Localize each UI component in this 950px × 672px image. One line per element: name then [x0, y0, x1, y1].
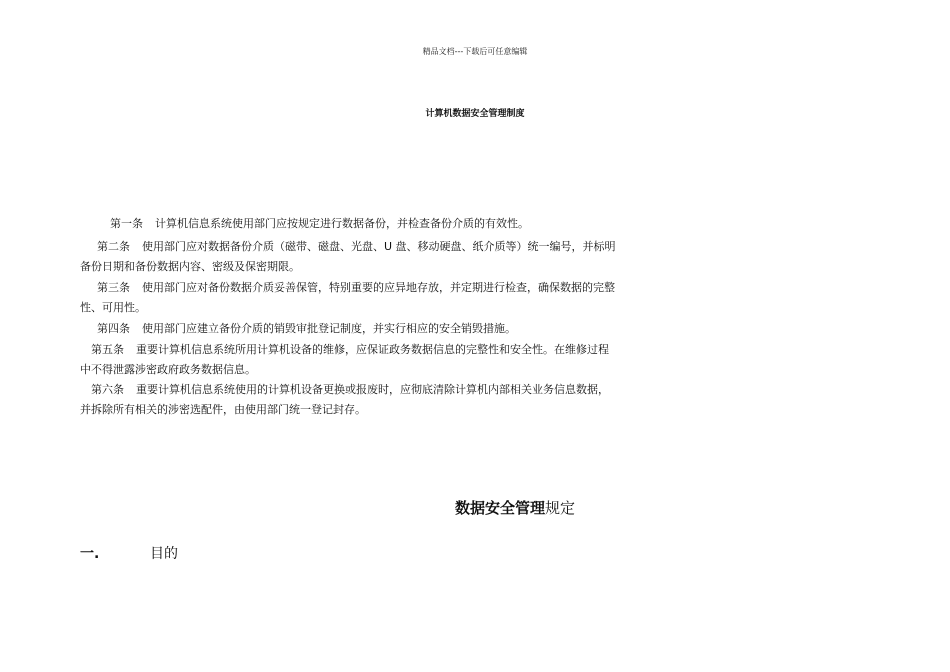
heading-text: 目的	[150, 546, 178, 562]
article-6	[80, 380, 660, 420]
article-text: 计算机信息系统使用部门应按规定进行数据备份，并检查备份介质的有效性。	[155, 217, 529, 230]
article-text: 重要计算机信息系统使用的计算机设备更换或报废时，应彻底清除计算机内部相关业务信息数据，	[136, 383, 609, 396]
article-number: 第四条	[97, 322, 130, 335]
article-line	[110, 214, 690, 234]
article-number: 第三条	[97, 281, 130, 294]
article-line: 性、可用性。	[80, 301, 146, 314]
section-title-rest: 规定	[545, 499, 576, 517]
article-line: 备份日期和备份数据内容、密级及保密期限。	[80, 260, 300, 273]
heading-number: 一.	[80, 546, 100, 562]
article-text: 使用部门应建立备份介质的销毁审批登记制度，并实行相应的安全销毁措施。	[142, 322, 516, 335]
article-text: 使用部门应对数据备份介质（磁带、磁盘、光盘、U 盘、移动硬盘、纸介质等）统一编号，并标明	[142, 240, 616, 253]
article-line: 中不得泄露涉密政府政务数据信息。	[80, 363, 256, 376]
heading-one	[80, 544, 178, 564]
document-title: 计算机数据安全管理制度	[425, 109, 525, 119]
article-1	[80, 214, 690, 234]
article-line: 并拆除所有相关的涉密选配件，由使用部门统一登记封存。	[80, 403, 366, 416]
section-title-bold: 数据安全管理	[454, 499, 545, 517]
article-line	[80, 278, 660, 298]
header-note: 精品文档---下载后可任意编辑	[422, 47, 528, 56]
article-number: 第六条	[91, 383, 124, 396]
article-5	[80, 340, 660, 380]
article-line	[80, 237, 660, 257]
article-line	[80, 340, 660, 360]
article-number: 第一条	[110, 217, 143, 230]
article-4	[80, 319, 677, 339]
article-text: 使用部门应对备份数据介质妥善保管，特别重要的应异地存放，并定期进行检查，确保数据的完整	[142, 281, 615, 294]
section-title	[0, 497, 950, 519]
article-line	[97, 319, 677, 339]
article-number: 第二条	[97, 240, 130, 253]
article-text: 重要计算机信息系统所用计算机设备的维修，应保证政务数据信息的完整性和安全性。在维修过程	[136, 343, 609, 356]
article-number: 第五条	[91, 343, 124, 356]
article-3	[80, 278, 660, 318]
article-line	[80, 380, 660, 400]
article-2	[80, 237, 660, 277]
